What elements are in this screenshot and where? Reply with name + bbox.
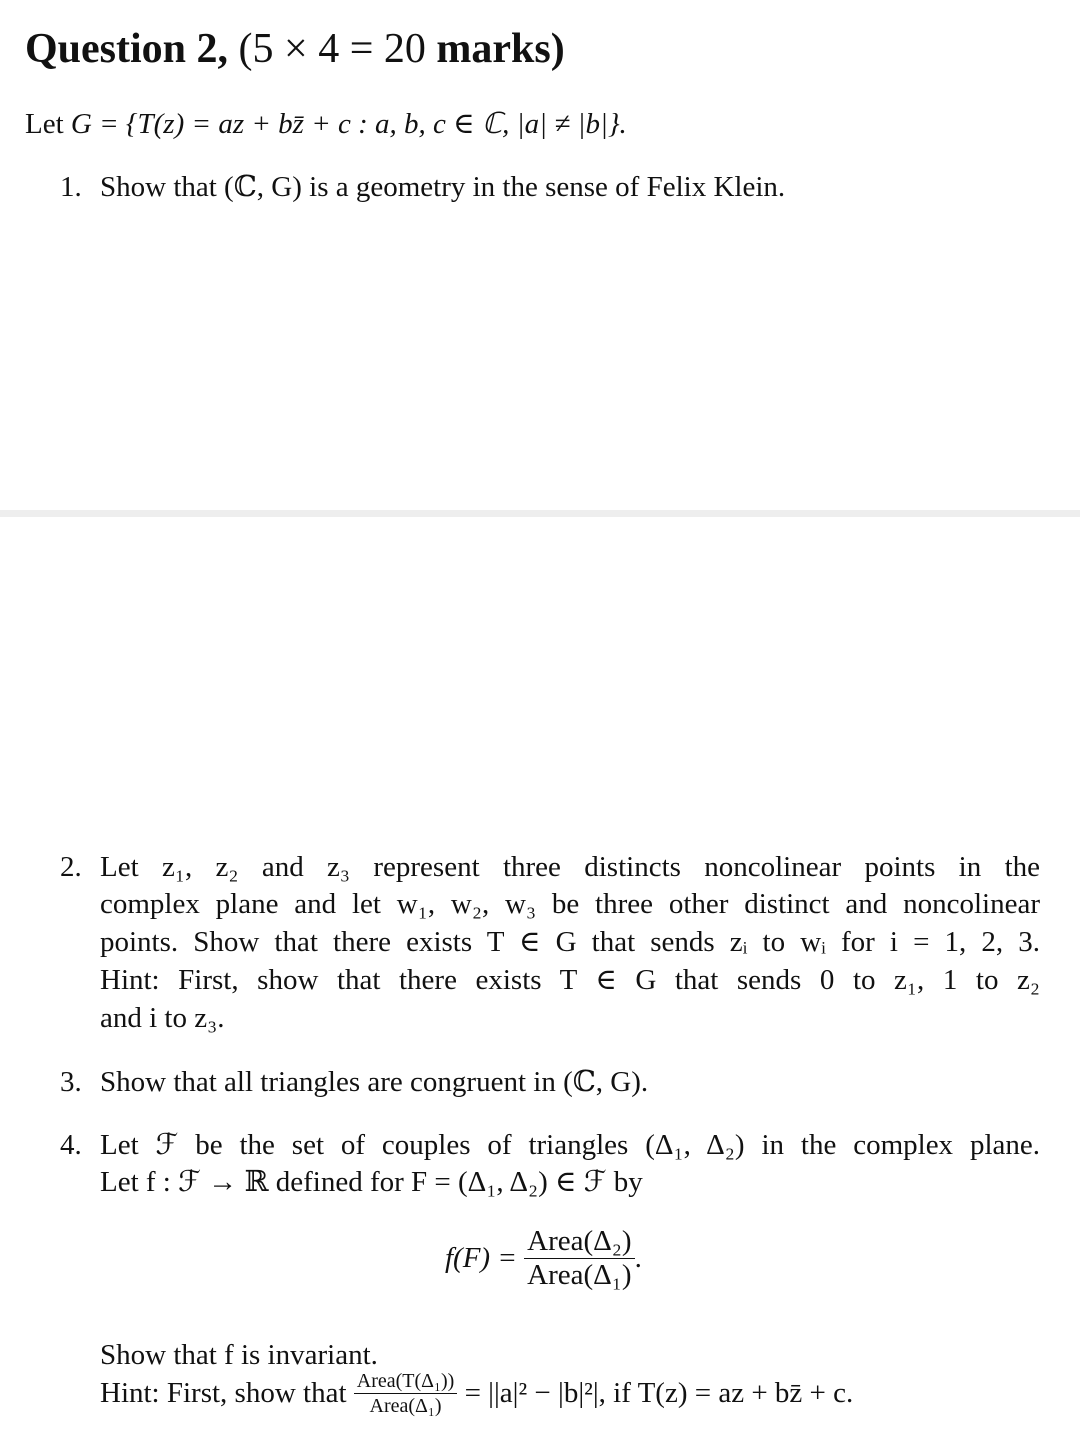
display-numerator: Area(Δ₂) [524,1227,634,1259]
item-4-hint [100,1371,853,1416]
item-2-line-1: Let z₁, z₂ and z₃ represent three distincts noncolinear points in the [100,851,1040,883]
title-marks-formula: (5 × 4 = 20 [238,26,426,72]
display-denominator: Area(Δ₁) [527,1259,632,1291]
item-1-number: 1. [60,171,82,203]
display-fraction [524,1227,634,1290]
group-definition [25,110,627,139]
hint-denominator: Area(Δ₁) [369,1395,442,1417]
hint-tail: = ||a|² − |b|²|, if T(z) = az + bz̄ + c. [464,1377,854,1409]
question-title [25,28,565,70]
item-2-line-4: Hint: First, show that there exists T ∈ G that sends 0 to z₁, 1 to z₂ [100,964,1040,996]
hint-lead: Hint: First, show that [100,1377,347,1409]
page-divider [0,510,1080,517]
definition-formula: G = {T(z) = az + bz̄ + c : a, b, c ∈ ℂ, |a| ≠ |b|}. [70,108,627,140]
item-4-after: Show that f is invariant. [100,1339,378,1371]
item-4-line-1: Let ℱ be the set of couples of triangles (Δ₁, Δ₂) in the complex plane. [100,1129,1040,1161]
title-label: Question 2, [25,26,229,72]
item-2-number: 2. [60,851,82,883]
hint-numerator: Area(T(Δ₁)) [354,1371,458,1394]
item-2-line-5: and i to z₃. [100,1002,225,1034]
definition-let: Let [25,108,64,140]
item-3-text: Show that all triangles are congruent in (ℂ, G). [100,1066,649,1098]
display-period: . [634,1242,642,1274]
item-4-line-2: Let f : ℱ → ℝ defined for F = (Δ₁, Δ₂) ∈ ℱ by [100,1166,643,1198]
title-marks-word: marks) [436,26,565,72]
item-2-line-2: complex plane and let w₁, w₂, w₃ be three other distinct and noncolinear [100,888,1040,920]
display-equation [445,1227,642,1290]
display-lhs: f(F) = [445,1242,517,1274]
item-3-number: 3. [60,1066,82,1098]
page-bottom [0,517,1080,1441]
item-4-number: 4. [60,1129,82,1161]
hint-fraction [354,1371,458,1416]
item-2-line-3: points. Show that there exists T ∈ G that sends zᵢ to wᵢ for i = 1, 2, 3. [100,926,1040,958]
page-top [0,0,1080,510]
item-1-text: Show that (ℂ, G) is a geometry in the sense of Felix Klein. [100,171,786,203]
